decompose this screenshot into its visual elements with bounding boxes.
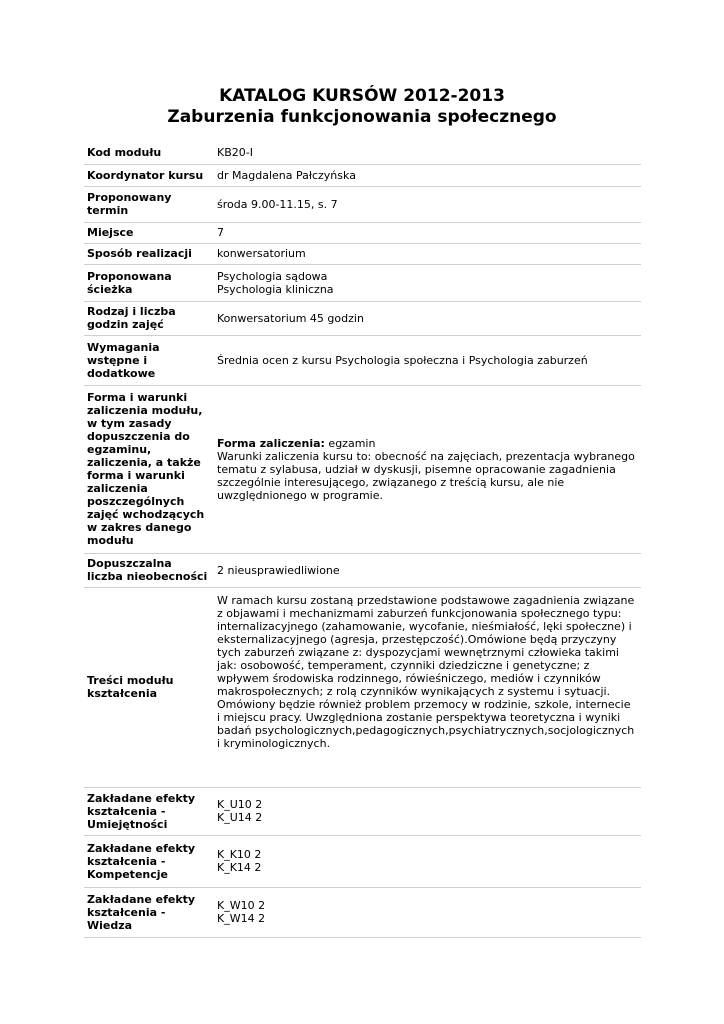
table-row xyxy=(84,186,641,222)
table-row xyxy=(84,887,641,937)
outcomes-knowledge xyxy=(214,887,641,937)
proposed-term: środa 9.00-11.15, s. 7 xyxy=(214,186,641,222)
outcome-code: K_K14 2 xyxy=(217,861,262,874)
table-row xyxy=(84,142,641,164)
outcomes-competences xyxy=(214,835,641,887)
table-row xyxy=(84,835,641,887)
course-name: Zaburzenia funkcjonowania społecznego xyxy=(167,107,557,127)
outcome-code: K_W10 2 xyxy=(217,899,266,912)
prerequisites: Średnia ocen z kursu Psychologia społeczna i Psychologia zaburzeń xyxy=(214,335,641,385)
table-row xyxy=(84,787,641,835)
row-label: Forma i warunki zaliczenia modułu, w tym zasady dopuszczenia do egzaminu, zaliczenia, a także forma i warunki zaliczenia poszczególnych zajęć wchodzących w zakres danego modułu xyxy=(84,385,214,553)
row-label: Koordynator kursu xyxy=(84,164,214,186)
catalog-heading: KATALOG KURSÓW 2012-2013 xyxy=(219,86,505,106)
outcome-code: K_W14 2 xyxy=(217,912,266,925)
proposed-path xyxy=(214,264,641,301)
row-label: Zakładane efekty kształcenia - Wiedza xyxy=(84,887,214,937)
assessment xyxy=(214,385,641,553)
table-row xyxy=(84,385,641,553)
assessment-conditions: Warunki zaliczenia kursu to: obecność na zajęciach, prezentacja wybranego tematu z sylabusa, udział w dyskusji, pisemne opracowanie zagadnienia szczególnie interesującego, związanego z treścią kursu, ale nie uwzględnionego w programie. xyxy=(217,449,635,502)
row-label: Miejsce xyxy=(84,222,214,243)
assessment-form-value: egzamin xyxy=(324,436,376,450)
table-row xyxy=(84,264,641,301)
table-row xyxy=(84,222,641,243)
course-info-table xyxy=(84,142,641,938)
module-code: KB20-I xyxy=(214,142,641,164)
row-label: Proponowany termin xyxy=(84,186,214,222)
outcomes-skills xyxy=(214,787,641,835)
outcome-code: K_K10 2 xyxy=(217,848,262,861)
row-label: Kod modułu xyxy=(84,142,214,164)
absences: 2 nieusprawiedliwione xyxy=(214,553,641,587)
path-item: Psychologia sądowa xyxy=(217,269,328,283)
hours: Konwersatorium 45 godzin xyxy=(214,301,641,335)
coordinator: dr Magdalena Pałczyńska xyxy=(214,164,641,186)
outcome-code: K_U10 2 xyxy=(217,798,263,811)
document-title xyxy=(0,86,724,128)
table-row xyxy=(84,335,641,385)
row-label: Rodzaj i liczba godzin zajęć xyxy=(84,301,214,335)
outcome-code: K_U14 2 xyxy=(217,811,263,824)
row-label: Wymagania wstępne i dodatkowe xyxy=(84,335,214,385)
table-row xyxy=(84,553,641,587)
row-label: Proponowana ścieżka xyxy=(84,264,214,301)
table-row xyxy=(84,164,641,186)
table-row xyxy=(84,301,641,335)
path-item: Psychologia kliniczna xyxy=(217,282,334,296)
assessment-form-label: Forma zaliczenia: xyxy=(217,436,325,450)
row-label: Zakładane efekty kształcenia - Kompetencje xyxy=(84,835,214,887)
realization-mode: konwersatorium xyxy=(214,243,641,264)
row-label: Treści modułu kształcenia xyxy=(84,587,214,787)
table-row xyxy=(84,243,641,264)
place: 7 xyxy=(214,222,641,243)
table-row xyxy=(84,587,641,787)
row-label: Dopuszczalna liczba nieobecności xyxy=(84,553,214,587)
row-label: Sposób realizacji xyxy=(84,243,214,264)
row-label: Zakładane efekty kształcenia - Umiejętności xyxy=(84,787,214,835)
module-content: W ramach kursu zostaną przedstawione podstawowe zagadnienia związane z objawami i mechanizmami zaburzeń funkcjonowania społecznego typu: internalizacyjnego (zahamowanie, wycofanie, nieśmiałość, lęki społeczne) i eksternalizacyjnego (agresja, przestępczość).Omówione będą przyczyny tych zaburzeń związane z: dyspozycjami wewnętrznymi człowieka takimi jak: osobowość, temperament, czynniki dziedziczne i genetyczne; z wpływem środowiska rodzinnego, rówieśniczego, mediów i czynników makrospołecznych; z rolą czynników wynikających z systemu i sytuacji. Omówiony będzie również problem przemocy w rodzinie, szkole, internecie i miejscu pracy. Uwzględniona zostanie perspektywa teoretyczna i wyniki badań psychologicznych,pedagogicznych,psychiatrycznych,socjologicznych i kryminologicznych. xyxy=(214,587,641,787)
